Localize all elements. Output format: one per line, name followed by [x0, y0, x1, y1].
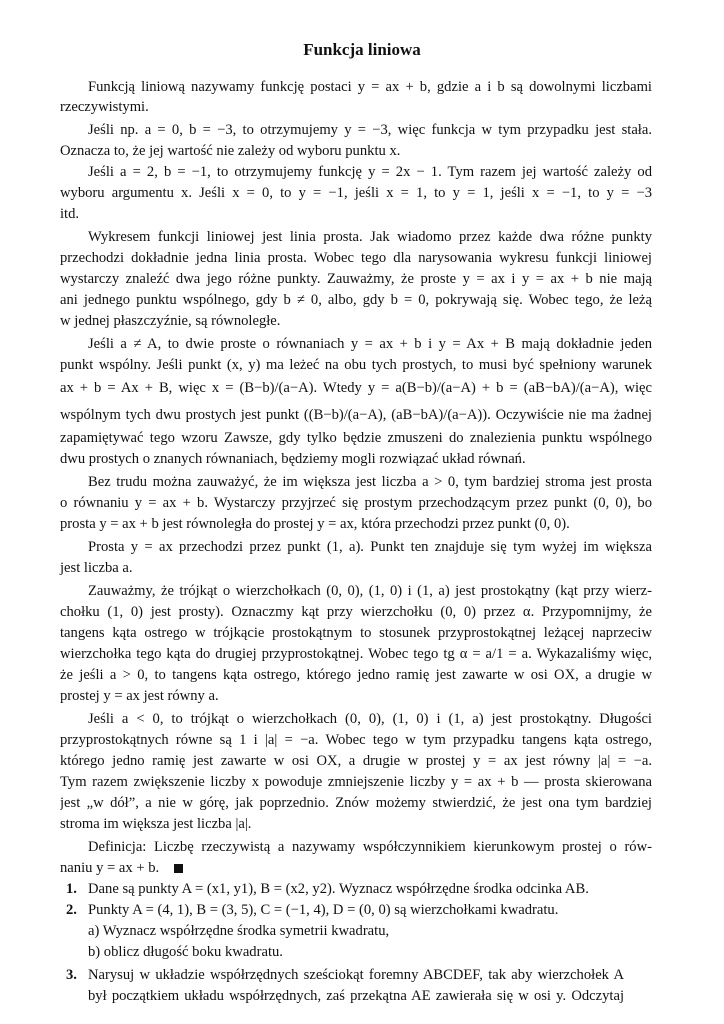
text-line: Jeśli a ≠ A, to dwie proste o równaniach y = ax + b i y = Ax + B mają dokładnie jeden — [88, 336, 652, 352]
exercise-number: 2. — [66, 902, 77, 918]
text-line: zapamiętywać tego wzoru Zawsze, gdy tylko będzie zmuszeni do znalezienia punktu wspólnego — [60, 430, 652, 446]
text-line: dwu prostych o znanych równaniach, będziemy mogli rozwiązać układ równań. — [60, 451, 526, 467]
text-line: Jeśli a = 2, b = −1, to otrzymujemy funkcję y = 2x − 1. Tym razem jej wartość zależy od — [88, 164, 652, 180]
text-line: o równaniu y = ax + b. Wystarczy przyjrzeć się prostym przechodzącym przez punkt (0, 0), bo — [60, 495, 652, 511]
text-line: Punkty A = (4, 1), B = (3, 5), C = (−1, 4), D = (0, 0) są wierzchołkami kwadratu. — [88, 902, 559, 918]
text-line: punkt wspólny. Jeśli punkt (x, y) ma leżeć na obu tych prostych, to musi być spełniony warunek — [60, 357, 652, 373]
text-line: Tym razem zwiększenie liczby x powoduje zmniejszenie liczby y = ax + b — prosta skierowana — [60, 774, 652, 790]
text-line: Narysuj w układzie współrzędnych sześciokąt foremny ABCDEF, tak aby wierzchołek A — [88, 967, 624, 983]
text-line: w jednej płaszczyźnie, są równoległe. — [60, 313, 281, 329]
text-line: chołku (1, 0) jest prosty). Oznaczmy kąt przy wierzchołku (0, 0) przez α. Przypomnijmy, że — [60, 604, 652, 620]
text-line: Prosta y = ax przechodzi przez punkt (1, a). Punkt ten znajduje się tym wyżej im większa — [88, 539, 652, 555]
text-line: jest „w dół”, a nie w górę, jak poprzednio. Znów możemy stwierdzić, że jest ona tym bardziej — [60, 795, 652, 811]
text-line: Bez trudu można zauważyć, że im większa jest liczba a > 0, tym bardziej stroma jest prosta — [88, 474, 652, 490]
text-line: stroma im większa jest liczba |a|. — [60, 816, 252, 832]
page-title: Funkcja liniowa — [303, 40, 421, 59]
text-line: przyprostokątnych równe są 1 i |a| = −a. Wobec tego w tym przypadku tangens kąta ostrego, — [60, 732, 652, 748]
text-line: prosta y = ax + b jest równoległa do prostej y = ax, która przechodzi przez punkt (0, 0). — [60, 516, 570, 532]
text-line: był początkiem układu współrzędnych, zaś przekątna AE zawierała się w osi y. Odczytaj — [88, 988, 624, 1004]
text-line: Wykresem funkcji liniowej jest linia prosta. Jak wiadomo przez każde dwa różne punkty — [88, 229, 652, 245]
text-line: Dane są punkty A = (x1, y1), B = (x2, y2). Wyznacz współrzędne środka odcinka AB. — [88, 881, 589, 897]
text-line: prostej y = ax jest równy a. — [60, 688, 219, 704]
text-line: Oznacza to, że jej wartość nie zależy od wyboru punktu x. — [60, 143, 401, 159]
text-line: wspólnym tych dwu prostych jest punkt ((B−b)/(a−A), (aB−bA)/(a−A)). Oczywiście nie ma żadnej — [60, 407, 652, 423]
text-line: naniu y = ax + b. — [60, 860, 160, 876]
text-line: Definicja: Liczbę rzeczywistą a nazywamy współczynnikiem kierunkowym prostej o rów- — [88, 839, 652, 855]
text-line: którego jedno ramię jest zawarte w osi OX, a drugie w prostej y = ax jest równy |a| = −a. — [60, 753, 652, 769]
text-line: Zauważmy, że trójkąt o wierzchołkach (0, 0), (1, 0) i (1, a) jest prostokątny (kąt przy wierz- — [88, 583, 652, 599]
text-line: ani jednego punktu wspólnego, gdy b ≠ 0, albo, gdy b = 0, pokrywają się. Wobec tego, że leżą — [60, 292, 652, 308]
text-line: Jeśli np. a = 0, b = −3, to otrzymujemy y = −3, więc funkcja w tym przypadku jest stała. — [88, 122, 652, 138]
exercise-number: 3. — [66, 967, 77, 983]
text-line: tangens kąta ostrego w trójkącie prostokątnym to stosunek przyprostokątnej leżącej naprzeciw — [60, 625, 652, 641]
text-line: Funkcją liniową nazywamy funkcję postaci y = ax + b, gdzie a i b są dowolnymi liczbami — [88, 79, 652, 95]
text-line: ax + b = Ax + B, więc x = (B−b)/(a−A). Wtedy y = a(B−b)/(a−A) + b = (aB−bA)/(a−A), więc — [60, 380, 652, 396]
text-line: jest liczba a. — [60, 560, 133, 576]
text-line: Jeśli a < 0, to trójkąt o wierzchołkach (0, 0), (1, 0) i (1, a) jest prostokątny. Długości — [88, 711, 652, 727]
text-line: wyboru argumentu x. Jeśli x = 0, to y = −1, jeśli x = 1, to y = 1, jeśli x = −1, to y = −3 — [60, 185, 652, 201]
end-of-definition-square-icon — [174, 864, 183, 873]
text-line: b) oblicz długość boku kwadratu. — [88, 944, 283, 960]
text-line: a) Wyznacz współrzędne środka symetrii kwadratu, — [88, 923, 390, 939]
text-line: że jeśli a > 0, to tangens kąta ostrego, którego jedno ramię jest zawarte w osi OX, a drugie w — [60, 667, 652, 683]
text-line: wystarczy znaleźć dwa jego różne punkty. Zauważmy, że proste y = ax i y = ax + b nie mają — [60, 271, 652, 287]
text-line: przechodzi dokładnie jedna linia prosta. Wobec tego dla narysowania wykresu funkcji liniowej — [60, 250, 652, 266]
text-line: itd. — [60, 206, 80, 222]
exercise-number: 1. — [66, 881, 77, 897]
text-line: rzeczywistymi. — [60, 99, 149, 115]
text-line: wierzchołka tego kąta do drugiej przyprostokątnej. Wobec tego tg α = a/1 = a. Wykazaliśmy więc, — [60, 646, 652, 662]
